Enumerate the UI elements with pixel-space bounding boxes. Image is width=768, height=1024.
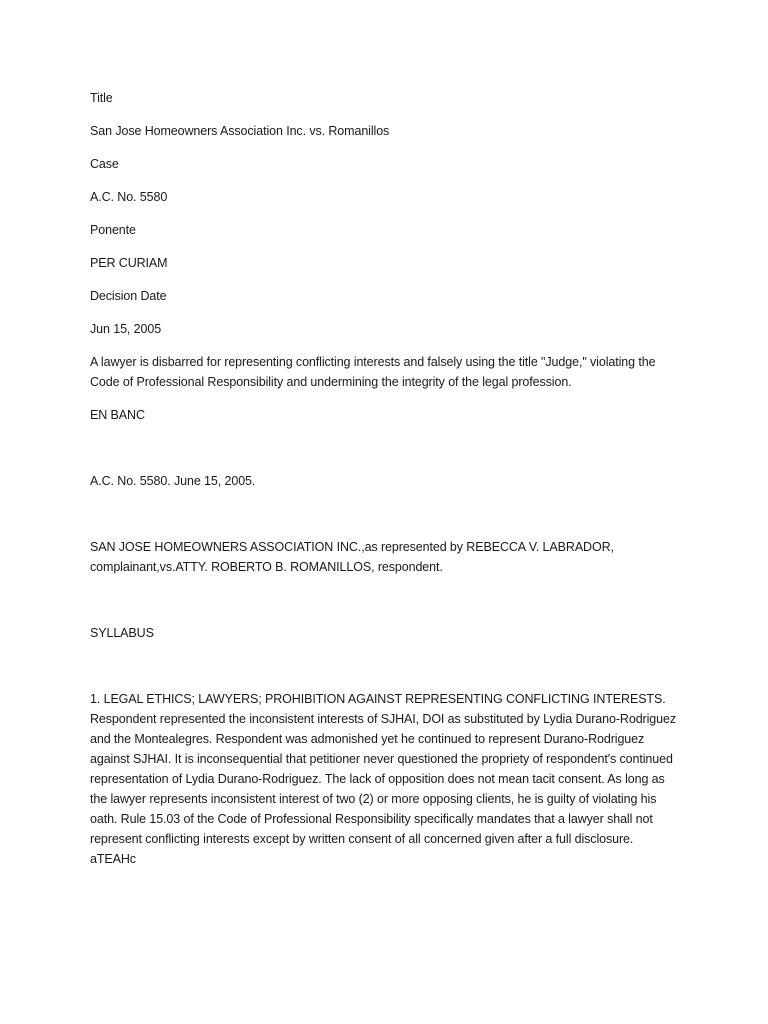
ponente-label: Ponente: [90, 223, 136, 237]
case-label: Case: [90, 157, 119, 171]
title-label: Title: [90, 91, 113, 105]
document-page: [90, 88, 680, 869]
syllabus-paragraph-1: 1. LEGAL ETHICS; LAWYERS; PROHIBITION AGAINST REPRESENTING CONFLICTING INTERESTS. Respondent represented the inconsistent interests of SJHAI, DOI as substituted by Lydia Durano-Rodriguez and the Montealegres. Respondent was admonished yet he continued to represent Durano-Rodriguez against SJHAI. It is inconsequential that petitioner never questioned the propriety of respondent's continued representation of Lydia Durano-Rodriguez. The lack of opposition does not mean tacit consent. As long as the lawyer represents inconsistent interest of two (2) or more opposing clients, he is guilty of violating his oath. Rule 15.03 of the Code of Professional Responsibility specifically mandates that a lawyer shall not represent conflicting interests except by written consent of all concerned given after a full disclosure. aTEAHc: [90, 692, 676, 866]
syllabus-heading: SYLLABUS: [90, 626, 154, 640]
case-value: A.C. No. 5580: [90, 190, 168, 204]
ponente-value: PER CURIAM: [90, 256, 168, 270]
decision-date-value: Jun 15, 2005: [90, 322, 162, 336]
case-summary: A lawyer is disbarred for representing conflicting interests and falsely using the title "Judge," violating the Code of Professional Responsibility and undermining the integrity of the legal profession.: [90, 355, 656, 389]
parties-line: SAN JOSE HOMEOWNERS ASSOCIATION INC.,as represented by REBECCA V. LABRADOR, complainant,vs.ATTY. ROBERTO B. ROMANILLOS, respondent.: [90, 540, 614, 574]
decision-date-label: Decision Date: [90, 289, 167, 303]
title-value: San Jose Homeowners Association Inc. vs. Romanillos: [90, 124, 390, 138]
division-label: EN BANC: [90, 408, 145, 422]
case-line: A.C. No. 5580. June 15, 2005.: [90, 474, 256, 488]
